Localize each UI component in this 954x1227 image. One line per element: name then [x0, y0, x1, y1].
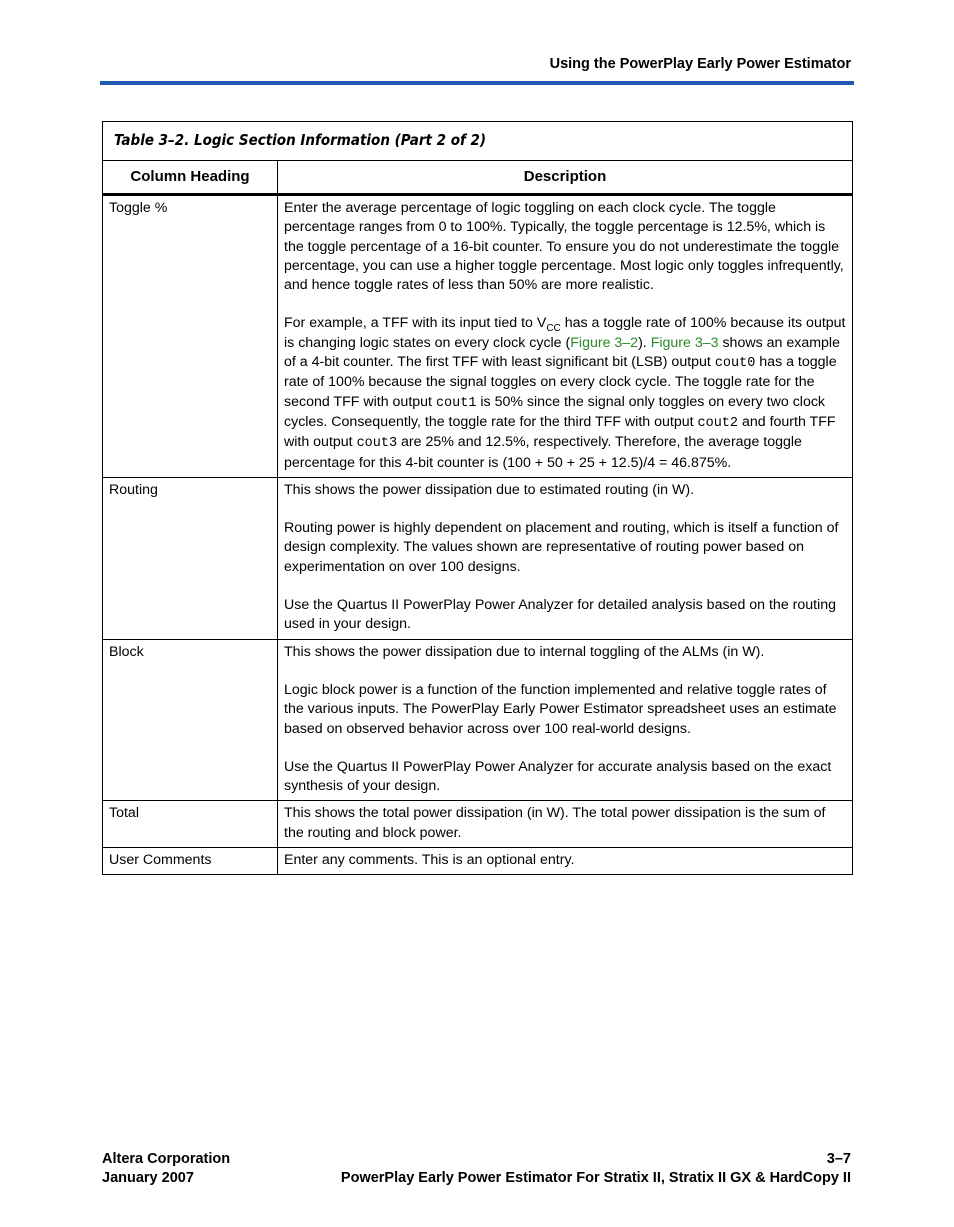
code-cout3: cout3	[356, 436, 398, 452]
description-paragraph: Enter the average percentage of logic toggling on each clock cycle. The toggle percentage ranges from 0 to 100%. Typically, the toggle percentage is 12.5%, which is the toggle percentage of a 16-bit counter. To ensure you do not underestimate the toggle percentage, you can use a higher toggle percentage. Most logic only toggles infrequently, and hence toggle rates of less than 50% are more realistic.	[284, 200, 844, 294]
code-cout0: cout0	[714, 356, 756, 372]
description-paragraph: Use the Quartus II PowerPlay Power Analyzer for detailed analysis based on the routing used in your design.	[284, 597, 837, 633]
table-caption: Table 3–2. Logic Section Information (Part 2 of 2)	[103, 122, 853, 161]
column-heading-header: Column Heading	[103, 161, 278, 195]
description-paragraph: Logic block power is a function of the function implemented and relative toggle rates of the various inputs. The PowerPlay Early Power Estimator spreadsheet uses an estimate based on observed behavior across over 100 real-world designs.	[284, 681, 837, 737]
header-rule	[100, 81, 854, 85]
table-row	[103, 848, 853, 875]
row-heading-user-comments: User Comments	[103, 848, 278, 875]
footer-doc-title: PowerPlay Early Power Estimator For Stratix II, Stratix II GX & HardCopy II	[340, 1170, 851, 1186]
footer-company: Altera Corporation	[102, 1151, 231, 1167]
description-paragraph: Use the Quartus II PowerPlay Power Analyzer for accurate analysis based on the exact synthesis of your design.	[284, 758, 832, 795]
footer-date: January 2007	[102, 1170, 194, 1186]
description-paragraph: Routing power is highly dependent on placement and routing, which is itself a function of design complexity. The values shown are representative of routing power based on experimentation on over 100 designs.	[284, 520, 839, 575]
row-description-toggle	[278, 195, 853, 478]
row-heading-block: Block	[103, 639, 278, 801]
table-row	[103, 477, 853, 639]
footer-page-number: 3–7	[826, 1151, 851, 1167]
table-row	[103, 639, 853, 801]
description-paragraph: For example, a TFF with its input tied to $V_{CC}$ has a toggle rate of 100% because its output is changing logic states on every clock cycle (Figure 3–2). Figure 3–3 shows an example of a 4-bit counter. The first TFF with least significant bit (LSB) output cout0 has a toggle rate of 100% because the signal toggles on every clock cycle. The toggle rate for the second TFF with output cout1 is 50% since the signal only toggles on every two clock cycles. Consequently, the toggle rate for the third TFF with output cout2 and fourth TFF with output cout3 are 25% and 12.5%, respectively. Therefore, the average toggle percentage for this 4-bit counter is (100 + 50 + 25 + 12.5)/4 = 46.875%.	[284, 315, 846, 471]
description-header: Description	[278, 161, 853, 195]
description-paragraph: This shows the power dissipation due to estimated routing (in W).	[284, 481, 695, 498]
row-heading-toggle: Toggle %	[103, 195, 278, 478]
description-paragraph: Enter any comments. This is an optional entry.	[284, 852, 575, 869]
table-row	[103, 195, 853, 478]
code-cout1: cout1	[435, 395, 477, 411]
table-row	[103, 801, 853, 848]
row-heading-total: Total	[103, 801, 278, 848]
description-paragraph: This shows the power dissipation due to internal toggling of the ALMs (in W).	[284, 643, 765, 660]
row-description-block	[278, 639, 853, 801]
figure-3-3-link[interactable]: Figure 3–3	[650, 334, 719, 351]
figure-3-2-link[interactable]: Figure 3–2	[570, 334, 639, 351]
row-description-user-comments	[278, 848, 853, 875]
row-description-total	[278, 801, 853, 848]
row-description-routing	[278, 477, 853, 639]
logic-section-table	[102, 121, 853, 875]
running-header-title: Using the PowerPlay Early Power Estimator	[549, 56, 851, 72]
description-paragraph: This shows the total power dissipation (in W). The total power dissipation is the sum of the routing and block power.	[284, 805, 826, 841]
code-cout2: cout2	[697, 415, 739, 431]
row-heading-routing: Routing	[103, 477, 278, 639]
